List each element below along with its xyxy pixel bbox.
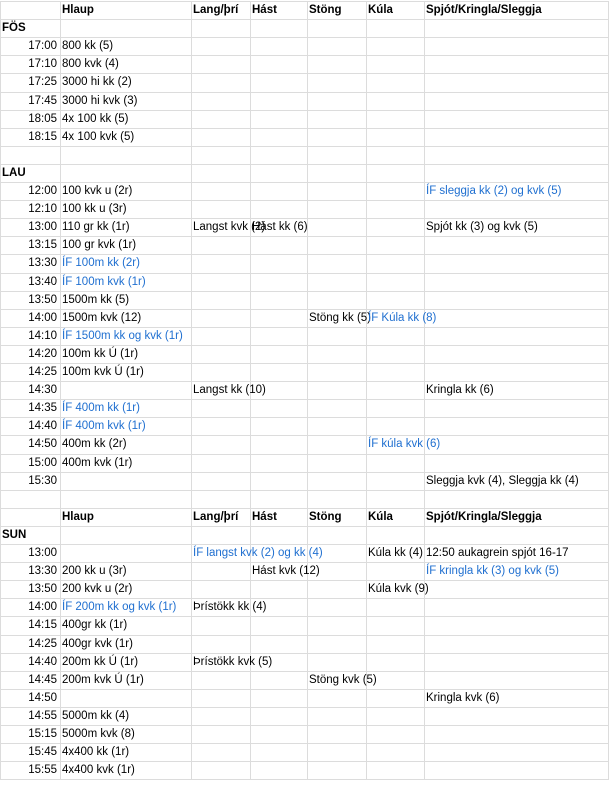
time-cell[interactable]: 15:45	[28, 746, 57, 759]
event-cell-spjot[interactable]: Spjót kk (3) og kvk (5)	[426, 221, 538, 234]
time-cell[interactable]: 17:45	[28, 94, 57, 107]
day-label[interactable]: LAU	[2, 166, 26, 179]
event-cell-hlaup[interactable]: 400gr kvk (1r)	[62, 637, 133, 650]
event-cell-spjot[interactable]: Kringla kvk (6)	[426, 691, 500, 704]
time-cell[interactable]: 13:40	[28, 275, 57, 288]
event-cell-hlaup[interactable]: 200 kvk u (2r)	[62, 583, 133, 596]
column-header-lang-thri[interactable]: Lang/þrí	[193, 510, 239, 523]
event-cell-hlaup[interactable]: 4x400 kvk (1r)	[62, 764, 135, 777]
event-cell-hlaup[interactable]: ÍF 400m kvk (1r)	[62, 420, 146, 433]
column-header-kula[interactable]: Kúla	[368, 510, 393, 523]
column-header-spjot-kringla-sleggja[interactable]: Spjót/Kringla/Sleggja	[426, 510, 542, 523]
time-cell[interactable]: 14:20	[28, 347, 57, 360]
row-gridline	[0, 19, 609, 20]
column-header-spjot-kringla-sleggja[interactable]: Spjót/Kringla/Sleggja	[426, 4, 542, 16]
event-cell-hlaup[interactable]: 100m kvk Ú (1r)	[62, 366, 144, 378]
event-cell-hlaup[interactable]: 4x 100 kvk (5)	[62, 130, 135, 143]
event-cell-hlaup[interactable]: 800 kvk (4)	[62, 58, 119, 71]
time-cell[interactable]: 18:15	[28, 130, 57, 143]
event-cell-spjot[interactable]: 12:50 aukagrein spjót 16-17	[426, 547, 569, 559]
time-cell[interactable]: 14:50	[28, 438, 57, 451]
time-cell[interactable]: 13:00	[28, 221, 57, 234]
event-cell-spjot[interactable]: ÍF sleggja kk (2) og kvk (5)	[426, 185, 562, 197]
event-cell-stong[interactable]: Stöng kk (5)	[309, 311, 371, 324]
time-cell[interactable]: 14:55	[28, 709, 57, 722]
time-cell[interactable]: 15:00	[28, 456, 57, 469]
event-cell-hlaup[interactable]: 400m kvk (1r)	[62, 456, 133, 469]
event-cell-hlaup[interactable]: 200m kvk Ú (1r)	[62, 673, 144, 686]
column-header-hlaup[interactable]: Hlaup	[62, 510, 94, 523]
event-cell-hlaup[interactable]: 200 kk u (3r)	[62, 565, 127, 578]
event-cell-hast[interactable]: Hást kk (6)	[252, 221, 308, 234]
event-cell-spjot[interactable]: Sleggja kvk (4), Sleggja kk (4)	[426, 474, 579, 487]
time-cell[interactable]: 14:45	[28, 673, 57, 686]
time-cell[interactable]: 17:25	[28, 76, 57, 89]
time-cell[interactable]: 14:40	[28, 420, 57, 433]
event-cell-spjot[interactable]: ÍF kringla kk (3) og kvk (5)	[426, 565, 559, 578]
column-header-stong[interactable]: Stöng	[309, 4, 342, 16]
event-cell-spjot[interactable]: Kringla kk (6)	[426, 384, 494, 397]
column-header-lang-thri[interactable]: Lang/þrí	[193, 4, 239, 16]
time-cell[interactable]: 14:00	[28, 601, 57, 614]
day-label[interactable]: FÖS	[2, 22, 26, 35]
row-gridline	[0, 779, 609, 780]
time-cell[interactable]: 15:30	[28, 474, 57, 487]
time-cell[interactable]: 14:00	[28, 311, 57, 324]
event-cell-hlaup[interactable]: ÍF 1500m kk og kvk (1r)	[62, 329, 183, 342]
event-cell-lang[interactable]: Þrístökk kk (4)	[193, 601, 267, 614]
time-cell[interactable]: 14:15	[28, 619, 57, 632]
time-cell[interactable]: 14:10	[28, 329, 57, 342]
time-cell[interactable]: 17:10	[28, 58, 57, 71]
time-cell[interactable]: 15:55	[28, 764, 57, 777]
time-cell[interactable]: 13:50	[28, 583, 57, 596]
event-cell-hlaup[interactable]: 4x 100 kk (5)	[62, 112, 129, 125]
event-cell-hlaup[interactable]: 4x400 kk (1r)	[62, 746, 130, 759]
time-cell[interactable]: 14:50	[28, 691, 57, 704]
column-header-hast[interactable]: Hást	[252, 4, 277, 16]
event-cell-hlaup[interactable]: 400gr kk (1r)	[62, 619, 128, 632]
event-cell-hlaup[interactable]: ÍF 200m kk og kvk (1r)	[62, 601, 177, 614]
time-cell[interactable]: 12:10	[28, 203, 57, 216]
row-gridline	[0, 490, 609, 491]
time-cell[interactable]: 13:00	[28, 547, 57, 559]
event-cell-lang[interactable]: Langst kk (10)	[193, 384, 266, 397]
column-header-hlaup[interactable]: Hlaup	[62, 4, 94, 16]
event-cell-hlaup[interactable]: 1500m kvk (12)	[62, 311, 142, 324]
event-cell-hlaup[interactable]: 100 kk u (3r)	[62, 203, 127, 216]
event-cell-stong[interactable]: Stöng kvk (5)	[309, 673, 377, 686]
time-cell[interactable]: 14:30	[28, 384, 57, 397]
row-gridline	[0, 146, 609, 147]
event-cell-hlaup[interactable]: 100m kk Ú (1r)	[62, 347, 139, 360]
event-cell-hlaup[interactable]: 100 gr kvk (1r)	[62, 239, 137, 252]
time-cell[interactable]: 14:40	[28, 655, 57, 668]
row-gridline	[0, 526, 609, 527]
event-cell-hlaup[interactable]: ÍF 100m kk (2r)	[62, 257, 140, 270]
row-gridline	[0, 164, 609, 165]
event-cell-hast[interactable]: Hást kvk (12)	[252, 565, 320, 578]
event-cell-hlaup[interactable]: 3000 hi kvk (3)	[62, 94, 138, 107]
time-cell[interactable]: 14:25	[28, 366, 57, 378]
event-cell-lang[interactable]: ÍF langst kvk (2) og kk (4)	[193, 547, 323, 559]
event-cell-kula[interactable]: Kúla kk (4)	[368, 547, 423, 559]
time-cell[interactable]: 12:00	[28, 185, 57, 197]
event-cell-lang[interactable]: Langst kvk (2)	[193, 221, 266, 234]
time-cell[interactable]: 15:15	[28, 728, 57, 740]
column-header-stong[interactable]: Stöng	[309, 510, 342, 523]
event-cell-hlaup[interactable]: 5000m kk (4)	[62, 709, 130, 722]
event-cell-hlaup[interactable]: 3000 hi kk (2)	[62, 76, 132, 89]
time-cell[interactable]: 13:15	[28, 239, 57, 252]
event-cell-hlaup[interactable]: ÍF 400m kk (1r)	[62, 402, 140, 415]
event-cell-hlaup[interactable]: 5000m kvk (8)	[62, 728, 135, 740]
event-cell-hlaup[interactable]: 100 kvk u (2r)	[62, 185, 133, 197]
event-cell-kula[interactable]: Kúla kvk (9)	[368, 583, 429, 596]
event-cell-hlaup[interactable]: 1500m kk (5)	[62, 293, 130, 306]
event-cell-hlaup[interactable]: 110 gr kk (1r)	[62, 221, 130, 234]
event-cell-hlaup[interactable]: ÍF 100m kvk (1r)	[62, 275, 146, 288]
column-header-kula[interactable]: Kúla	[368, 4, 393, 16]
time-cell[interactable]: 14:35	[28, 402, 57, 415]
time-cell[interactable]: 13:50	[28, 293, 57, 306]
time-cell[interactable]: 18:05	[28, 112, 57, 125]
event-cell-kula[interactable]: ÍF Kúla kk (8)	[368, 311, 437, 324]
event-cell-hlaup[interactable]: 800 kk (5)	[62, 40, 114, 53]
time-cell[interactable]: 14:25	[28, 637, 57, 650]
time-cell[interactable]: 13:30	[28, 257, 57, 270]
event-cell-kula[interactable]: ÍF kúla kvk (6)	[368, 438, 441, 451]
event-cell-lang[interactable]: Þrístökk kvk (5)	[193, 655, 273, 668]
event-cell-hlaup[interactable]: 200m kk Ú (1r)	[62, 655, 139, 668]
column-header-hast[interactable]: Hást	[252, 510, 277, 523]
time-cell[interactable]: 13:30	[28, 565, 57, 578]
time-cell[interactable]: 17:00	[28, 40, 57, 53]
day-label[interactable]: SUN	[2, 528, 27, 541]
event-cell-hlaup[interactable]: 400m kk (2r)	[62, 438, 127, 451]
